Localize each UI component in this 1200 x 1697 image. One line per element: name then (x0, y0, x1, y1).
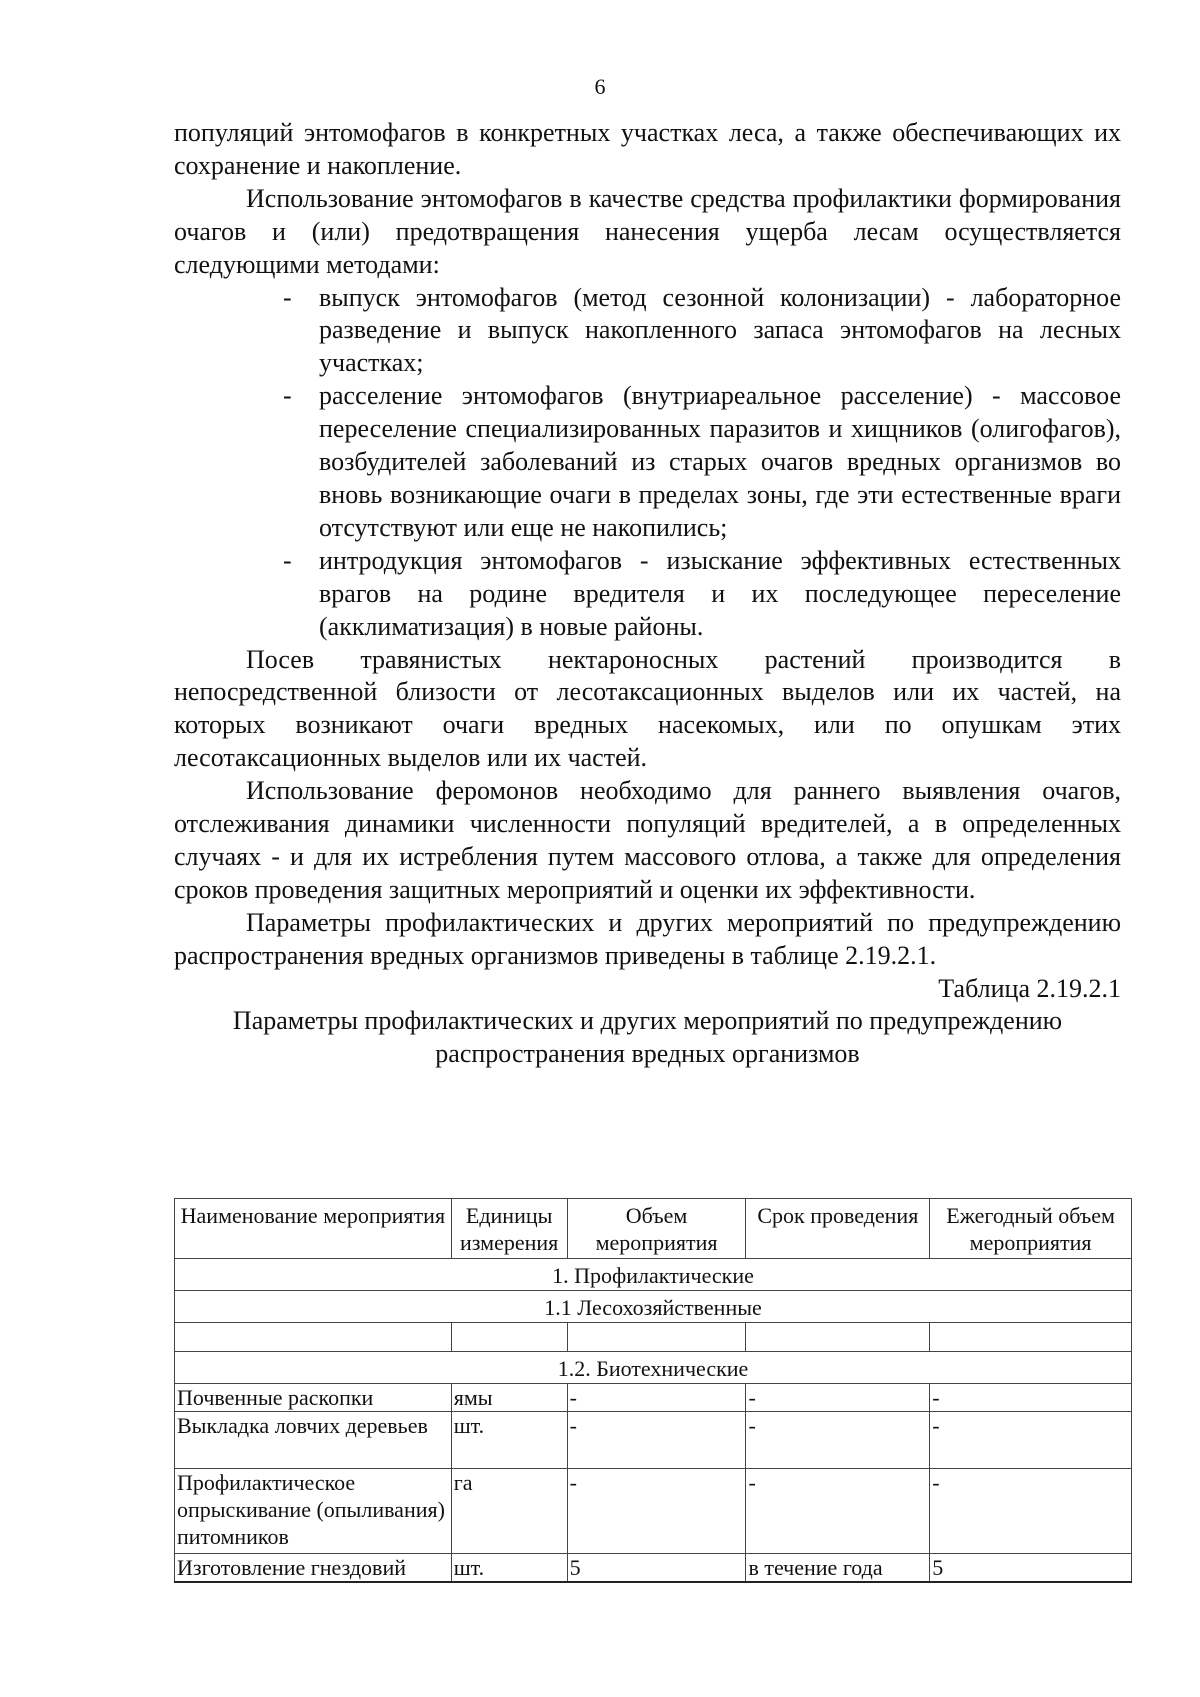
body-text-upper (174, 117, 1121, 1071)
cell-term: в течение года (746, 1554, 930, 1583)
cell-name: Изготовление гнездовий (175, 1554, 452, 1583)
cell-name: Выкладка ловчих деревьев (175, 1412, 452, 1469)
cell-annual: - (930, 1384, 1132, 1412)
page-number: 6 (594, 74, 606, 99)
header-name: Наименование мероприятия (175, 1199, 452, 1259)
cell-volume: - (567, 1469, 746, 1554)
cell-unit: га (451, 1469, 567, 1554)
table-cell (930, 1323, 1132, 1352)
cell-term: - (746, 1469, 930, 1554)
cell-term: - (746, 1412, 930, 1469)
section-row (175, 1352, 1132, 1384)
list-dash: - (283, 545, 292, 575)
list-item-text: выпуск энтомофагов (метод сезонной колонизации) - лабораторное разведение и выпуск накопленного запаса энтомофагов на лесных участках; (319, 282, 1121, 378)
table-row (175, 1412, 1132, 1469)
list-dash: - (283, 282, 292, 312)
header-volume: Объем мероприятия (567, 1199, 746, 1259)
cell-volume: - (567, 1384, 746, 1412)
section-preventive: 1. Профилактические (175, 1259, 1132, 1291)
paragraph-pheromones: Использование феромонов необходимо для раннего выявления очагов, отслеживания динамики численности популяций вредителей, а в определенных случаях - и для их истребления путем массового отлова, а также для определения сроков проведения защитных мероприятий и оценки их эффективности. (174, 776, 1121, 904)
cell-name: Почвенные раскопки (175, 1384, 452, 1412)
table-cell (746, 1323, 930, 1352)
cell-volume: - (567, 1412, 746, 1469)
cell-term: - (746, 1384, 930, 1412)
list-item (283, 380, 1121, 545)
list-item (283, 545, 1121, 644)
cell-annual: - (930, 1469, 1132, 1554)
table-row (175, 1469, 1132, 1554)
cell-annual: - (930, 1412, 1132, 1469)
cell-annual: 5 (930, 1554, 1132, 1583)
list-dash: - (283, 381, 292, 411)
header-term: Срок проведения (746, 1199, 930, 1259)
table-cell (567, 1323, 746, 1352)
paragraph-entomophages-methods: Использование энтомофагов в качестве средства профилактики формирования очагов и (или) предотвращения нанесения ущерба лесам осуществляется следующими методами: (174, 183, 1121, 279)
section-forestry: 1.1 Лесохозяйственные (175, 1291, 1132, 1323)
table-row (175, 1384, 1132, 1412)
cell-volume: 5 (567, 1554, 746, 1583)
cell-name: Профилактическое опрыскивание (опыливания) питомников (175, 1469, 452, 1554)
paragraph-continuation: популяций энтомофагов в конкретных участках леса, а также обеспечивающих их сохранение и накопление. (174, 118, 1121, 180)
cell-unit: шт. (451, 1412, 567, 1469)
table-title: Параметры профилактических и других мероприятий по предупреждению распространения вредных организмов (232, 1006, 1063, 1069)
empty-row (175, 1323, 1132, 1352)
list-item-text: расселение энтомофагов (внутриареальное расселение) - массовое переселение специализированных паразитов и хищников (олигофагов), возбудителей заболеваний из старых очагов вредных организмов во вновь возникающие очаги в пределах зоны, где эти естественные враги отсутствуют или еще не накопились; (319, 381, 1121, 542)
list-item (283, 282, 1121, 381)
list-item-text: интродукция энтомофагов - изыскание эффективных естественных врагов на родине вредителя и их последующее переселение (акклиматизация) в новые районы. (319, 545, 1121, 641)
parameters-table (174, 1198, 1132, 1583)
methods-list (174, 282, 1121, 644)
table-header-row (175, 1199, 1132, 1259)
section-row (175, 1291, 1132, 1323)
table-cell (451, 1323, 567, 1352)
table-number: Таблица 2.19.2.1 (938, 973, 1121, 1003)
header-annual: Ежегодный объем мероприятия (930, 1199, 1132, 1259)
cell-unit: шт. (451, 1554, 567, 1583)
table-row (175, 1554, 1132, 1583)
paragraph-parameters: Параметры профилактических и других мероприятий по предупреждению распространения вредных организмов приведены в таблице 2.19.2.1. (174, 907, 1121, 970)
section-row (175, 1259, 1132, 1291)
table-cell (175, 1323, 452, 1352)
cell-unit: ямы (451, 1384, 567, 1412)
paragraph-sowing: Посев травянистых нектароносных растений производится в непосредственной близости от лесотаксационных выделов или их частей, на которых возникают очаги вредных насекомых, или по опушкам этих лесотаксационных выделов или их частей. (174, 644, 1121, 773)
section-biotechnical: 1.2. Биотехнические (175, 1352, 1132, 1384)
header-unit: Единицы измерения (451, 1199, 567, 1259)
